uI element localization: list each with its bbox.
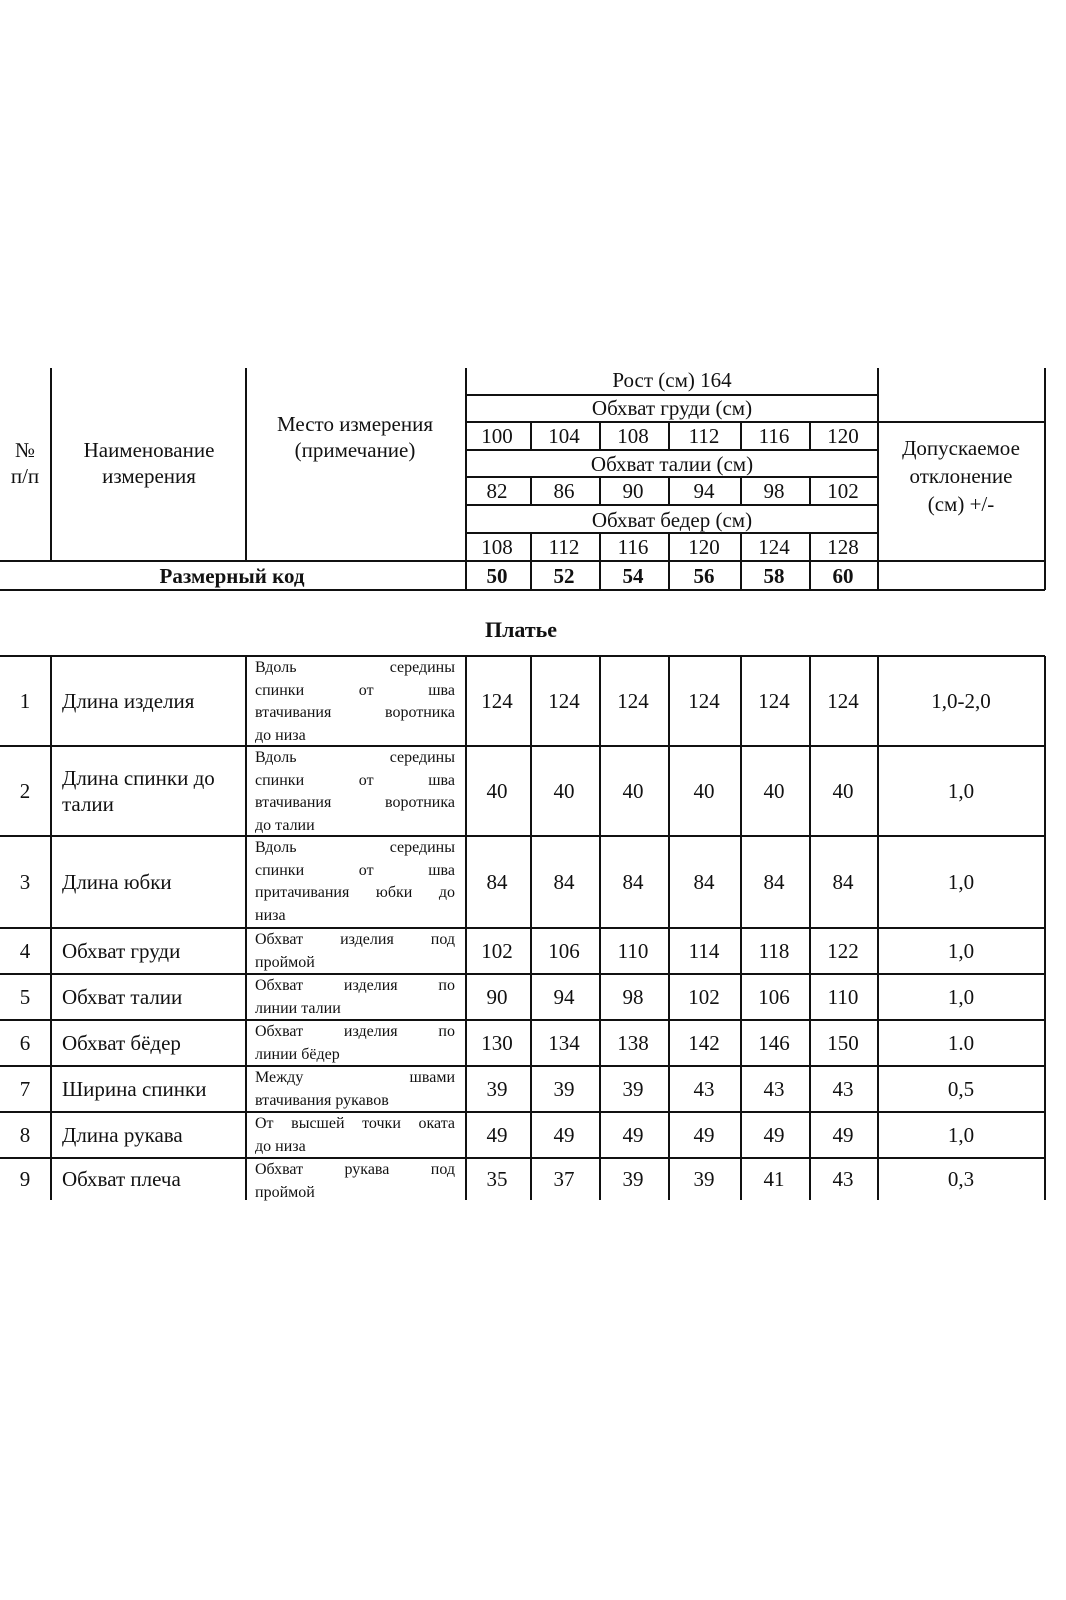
row-value: 130	[481, 1031, 513, 1055]
row-value: 84	[622, 870, 644, 894]
row-value: 43	[832, 1077, 854, 1101]
size-code-value: 60	[832, 564, 854, 588]
row-value: 124	[548, 689, 580, 713]
row-separator	[0, 1157, 1045, 1159]
row-name: Длина спинки до	[62, 766, 215, 790]
row-value: 35	[486, 1167, 508, 1191]
header-tolerance: (см) +/-	[927, 492, 995, 516]
header-chest-value: 108	[617, 424, 649, 448]
row-value: 49	[832, 1123, 854, 1147]
body-col-line	[668, 656, 670, 1200]
row-separator	[0, 1111, 1045, 1113]
row-separator	[0, 973, 1045, 975]
row-value: 114	[688, 939, 720, 963]
row-note: Между швами втачивания рукавов	[255, 1069, 455, 1109]
header-chest-value: 104	[548, 424, 580, 448]
header-num: №	[14, 438, 36, 462]
row-tolerance: 0,5	[947, 1077, 975, 1101]
row-num: 1	[19, 689, 31, 713]
row-value: 84	[553, 870, 575, 894]
header-num: п/п	[10, 464, 40, 488]
row-name: Обхват плеча	[62, 1167, 181, 1191]
header-hips-value: 116	[617, 535, 649, 559]
header-hips-value: 128	[827, 535, 859, 559]
body-col-line	[877, 656, 879, 1200]
row-value: 124	[617, 689, 649, 713]
row-tolerance: 1.0	[947, 1031, 975, 1055]
row-value: 138	[617, 1031, 649, 1055]
row-value: 110	[827, 985, 859, 1009]
body-col-line	[465, 656, 467, 1200]
row-num: 5	[19, 985, 31, 1009]
header-place: Место измерения	[276, 412, 433, 436]
header-waist-value: 102	[827, 479, 859, 503]
header-hips-value: 120	[688, 535, 720, 559]
row-value: 84	[693, 870, 715, 894]
row-name: Обхват талии	[62, 985, 183, 1009]
row-name: Длина изделия	[62, 689, 195, 713]
row-separator	[0, 655, 1045, 657]
row-value: 49	[553, 1123, 575, 1147]
header-hips-value: 124	[758, 535, 790, 559]
header-waist-value: 82	[486, 479, 508, 503]
row-value: 110	[617, 939, 649, 963]
row-value: 39	[486, 1077, 508, 1101]
size-code-value: 58	[763, 564, 785, 588]
header-chest-value: 100	[481, 424, 513, 448]
row-value: 39	[622, 1167, 644, 1191]
row-tolerance: 1,0	[947, 985, 975, 1009]
row-num: 4	[19, 939, 31, 963]
row-value: 84	[832, 870, 854, 894]
row-value: 118	[758, 939, 790, 963]
header-height: Рост (см) 164	[612, 368, 732, 392]
row-separator	[0, 835, 1045, 837]
row-num: 6	[19, 1031, 31, 1055]
row-separator	[0, 1019, 1045, 1021]
row-note: Обхват изделия по линии талии	[255, 977, 455, 1017]
row-value: 40	[763, 779, 785, 803]
row-tolerance: 1,0	[947, 870, 975, 894]
row-value: 84	[763, 870, 785, 894]
row-value: 40	[832, 779, 854, 803]
row-note: От высшей точки оката до низа	[255, 1115, 455, 1155]
row-value: 39	[693, 1167, 715, 1191]
row-value: 49	[486, 1123, 508, 1147]
row-name: Обхват груди	[62, 939, 181, 963]
row-value: 102	[688, 985, 720, 1009]
row-value: 146	[758, 1031, 790, 1055]
header-hips-label: Обхват бедер (см)	[591, 508, 753, 532]
header-name: измерения	[102, 464, 196, 488]
body-col-line	[740, 656, 742, 1200]
row-note: Обхват изделия под проймой	[255, 931, 455, 971]
header-chest-value: 120	[827, 424, 859, 448]
row-value: 124	[758, 689, 790, 713]
row-name: Ширина спинки	[62, 1077, 207, 1101]
row-value: 124	[481, 689, 513, 713]
row-note: Вдоль середины спинки от шва втачивания воротника до талии	[255, 749, 455, 834]
header-hips-value: 112	[548, 535, 580, 559]
row-value: 40	[693, 779, 715, 803]
row-note: Обхват изделия по линии бёдер	[255, 1023, 455, 1063]
row-value: 43	[832, 1167, 854, 1191]
row-value: 124	[688, 689, 720, 713]
header-chest-value: 116	[758, 424, 790, 448]
row-tolerance: 1,0	[947, 1123, 975, 1147]
row-name: Длина юбки	[62, 870, 172, 894]
row-value: 106	[758, 985, 790, 1009]
row-note: Вдоль середины спинки от шва притачивания юбки до низа	[255, 839, 455, 924]
section-title: Платье	[484, 616, 558, 642]
row-separator	[0, 927, 1045, 929]
row-tolerance: 0,3	[947, 1167, 975, 1191]
row-separator	[0, 1065, 1045, 1067]
size-code-bottom-line	[0, 589, 1045, 591]
row-value: 39	[553, 1077, 575, 1101]
row-value: 49	[693, 1123, 715, 1147]
body-col-line	[809, 656, 811, 1200]
row-value: 102	[481, 939, 513, 963]
row-value: 40	[622, 779, 644, 803]
size-code-value: 52	[553, 564, 575, 588]
row-num: 9	[19, 1167, 31, 1191]
size-code-value: 56	[693, 564, 715, 588]
row-value: 41	[763, 1167, 785, 1191]
size-code-value: 54	[622, 564, 644, 588]
row-num: 7	[19, 1077, 31, 1101]
header-waist-value: 94	[693, 479, 715, 503]
row-value: 40	[553, 779, 575, 803]
body-col-line	[599, 656, 601, 1200]
body-col-line	[1044, 656, 1046, 1200]
header-name: Наименование	[83, 438, 215, 462]
row-note: Вдоль середины спинки от шва втачивания воротника до низа	[255, 659, 455, 744]
row-value: 39	[622, 1077, 644, 1101]
header-tolerance: отклонение	[909, 464, 1013, 488]
header-waist-label: Обхват талии (см)	[590, 452, 754, 476]
row-value: 84	[486, 870, 508, 894]
row-num: 3	[19, 870, 31, 894]
row-value: 122	[827, 939, 859, 963]
header-waist-value: 98	[763, 479, 785, 503]
body-col-line	[50, 656, 52, 1200]
row-value: 37	[553, 1167, 575, 1191]
row-value: 106	[548, 939, 580, 963]
row-num: 8	[19, 1123, 31, 1147]
size-code-value: 50	[486, 564, 508, 588]
row-tolerance: 1,0-2,0	[931, 689, 991, 713]
row-value: 40	[486, 779, 508, 803]
row-tolerance: 1,0	[947, 779, 975, 803]
row-value: 94	[553, 985, 575, 1009]
row-separator	[0, 745, 1045, 747]
header-waist-value: 90	[622, 479, 644, 503]
row-value: 90	[486, 985, 508, 1009]
body-col-line	[245, 656, 247, 1200]
body-col-line	[530, 656, 532, 1200]
row-tolerance: 1,0	[947, 939, 975, 963]
size-code-label: Размерный код	[159, 564, 305, 588]
row-value: 49	[763, 1123, 785, 1147]
row-note: Обхват рукава под проймой	[255, 1161, 455, 1201]
header-chest-label: Обхват груди (см)	[591, 396, 753, 420]
row-value: 98	[622, 985, 644, 1009]
row-value: 150	[827, 1031, 859, 1055]
header-hips-line	[466, 532, 878, 534]
row-num: 2	[19, 779, 31, 803]
row-value: 43	[763, 1077, 785, 1101]
header-hips-value: 108	[481, 535, 513, 559]
row-value: 49	[622, 1123, 644, 1147]
header-tolerance: Допускаемое	[902, 436, 1020, 460]
row-value: 124	[827, 689, 859, 713]
row-value: 142	[688, 1031, 720, 1055]
row-value: 43	[693, 1077, 715, 1101]
header-place: (примечание)	[294, 438, 416, 462]
row-name: талии	[62, 792, 114, 816]
row-name: Длина рукава	[62, 1123, 183, 1147]
row-name: Обхват бёдер	[62, 1031, 181, 1055]
row-value: 134	[548, 1031, 580, 1055]
header-waist-value: 86	[553, 479, 575, 503]
header-bottom-line	[0, 560, 1045, 562]
header-chest-value: 112	[688, 424, 720, 448]
